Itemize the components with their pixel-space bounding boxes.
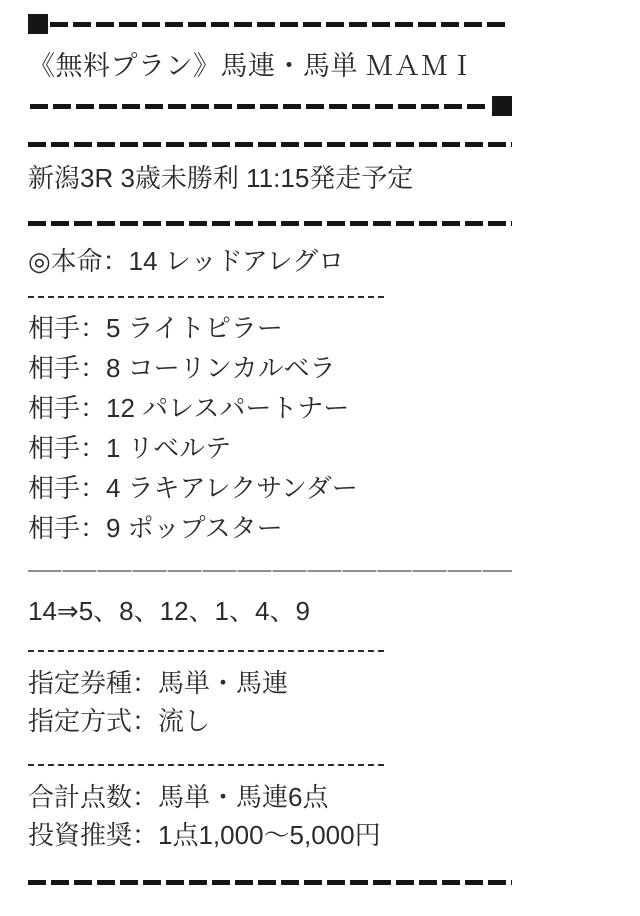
heavy-dashed-line	[30, 104, 490, 109]
honmei-line: ◎本命：14 レッドアレグロ	[28, 246, 345, 276]
opponent-line: 相手：8 コーリンカルベラ	[28, 353, 336, 383]
plan-title: 《無料プラン》馬連・馬単 ＭＡＭＩ	[28, 51, 477, 81]
opponent-line: 相手：9 ポップスター	[28, 513, 283, 543]
opponent-line: 相手：5 ライトピラー	[28, 313, 283, 343]
investment-line: 投資推奨：1点1,000〜5,000円	[28, 820, 381, 850]
section-rule-top	[28, 142, 512, 147]
dashed-separator-1	[28, 296, 386, 298]
dashed-separator-3	[28, 764, 386, 766]
opponent-line: 相手：1 リベルテ	[28, 433, 232, 463]
ticket-type-line: 指定券種：馬単・馬連	[28, 668, 289, 698]
total-points-line: 合計点数：馬単・馬連6点	[28, 782, 329, 812]
bottom-rule	[28, 880, 512, 885]
heavy-dashed-line	[50, 22, 510, 27]
black-square-icon	[28, 14, 48, 34]
opponent-line: 相手：4 ラキアレクサンダー	[28, 473, 358, 503]
gray-underscore-rule	[28, 570, 512, 572]
race-info: 新潟3R 3歳未勝利 11:15発走予定	[28, 163, 414, 193]
black-square-icon	[492, 96, 512, 116]
dashed-separator-2	[28, 650, 386, 652]
title-bottom-rule	[28, 96, 512, 116]
section-rule-bottom	[28, 221, 512, 226]
opponent-line: 相手：12 パレスパートナー	[28, 393, 350, 423]
bet-spec	[28, 664, 640, 740]
opponent-list	[28, 308, 640, 548]
method-line: 指定方式：流し	[28, 706, 211, 736]
top-rule	[28, 14, 512, 34]
bet-summary	[28, 778, 640, 854]
formation-line: 14⇒5、8、12、1、4、9	[28, 596, 310, 626]
